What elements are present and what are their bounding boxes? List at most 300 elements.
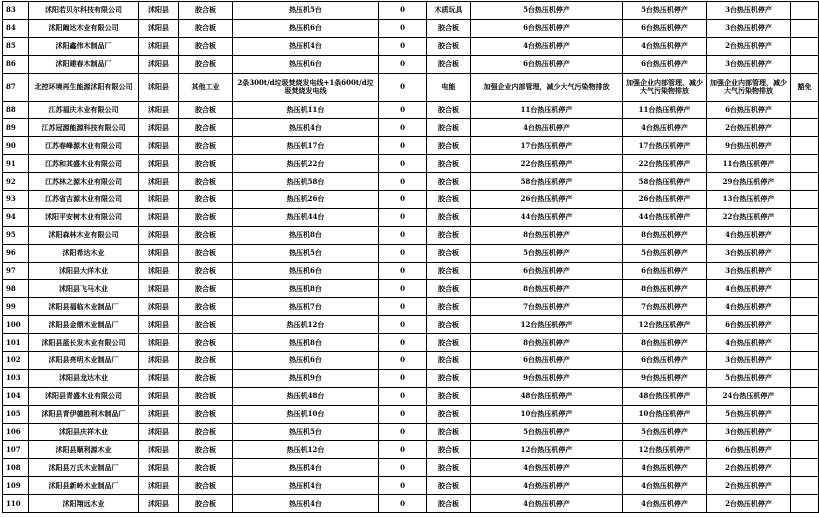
measure-yellow-cell: 5台热压机停产 (623, 2, 707, 20)
measure-yellow-cell: 22台热压机停产 (623, 155, 707, 173)
industry-cell: 胶合板 (179, 334, 233, 352)
measure-yellow-cell: 12台热压机停产 (623, 441, 707, 459)
emission-value-cell: 0 (379, 73, 427, 101)
facility-cell: 热压机11台 (233, 101, 379, 119)
facility-cell: 热压机6台 (233, 262, 379, 280)
emission-value-cell: 0 (379, 2, 427, 20)
note-cell (791, 495, 819, 513)
county-cell: 沭阳县 (139, 262, 179, 280)
measure-orange-cell: 8台热压机停产 (471, 334, 623, 352)
measure-orange-cell: 22台热压机停产 (471, 155, 623, 173)
emission-value-cell: 0 (379, 37, 427, 55)
table-row (3, 55, 819, 73)
note-cell (791, 477, 819, 495)
measure-orange-cell: 4台热压机停产 (471, 37, 623, 55)
measure-orange-cell: 6台热压机停产 (471, 19, 623, 37)
emission-value-cell: 0 (379, 316, 427, 334)
row-number-cell: 93 (3, 191, 29, 209)
measure-orange-cell: 4台热压机停产 (471, 495, 623, 513)
company-name-cell: 沭阳阚达木业有限公司 (29, 19, 139, 37)
measure-orange-cell: 4台热压机停产 (471, 459, 623, 477)
facility-cell: 热压机8台 (233, 334, 379, 352)
table-row (3, 137, 819, 155)
company-name-cell: 沭阳县青伊德胜利木制品厂 (29, 405, 139, 423)
facility-cell: 热压机4台 (233, 477, 379, 495)
industry-cell: 胶合板 (179, 101, 233, 119)
table-row (3, 405, 819, 423)
row-number-cell: 105 (3, 405, 29, 423)
measure-blue-cell: 13台热压机停产 (707, 191, 791, 209)
facility-cell: 热压机5台 (233, 244, 379, 262)
measure-orange-cell: 4台热压机停产 (471, 119, 623, 137)
measure-yellow-cell: 4台热压机停产 (623, 459, 707, 477)
county-cell: 沭阳县 (139, 37, 179, 55)
industry-cell: 胶合板 (179, 226, 233, 244)
county-cell: 沭阳县 (139, 73, 179, 101)
measure-orange-cell: 6台热压机停产 (471, 262, 623, 280)
product-cell: 胶合板 (427, 262, 471, 280)
facility-cell: 热压机26台 (233, 191, 379, 209)
product-cell: 胶合板 (427, 316, 471, 334)
measure-blue-cell: 5台热压机停产 (707, 369, 791, 387)
emission-value-cell: 0 (379, 226, 427, 244)
table-row (3, 173, 819, 191)
measure-blue-cell: 3台热压机停产 (707, 262, 791, 280)
product-cell: 胶合板 (427, 387, 471, 405)
table-row (3, 477, 819, 495)
facility-cell: 热压机6台 (233, 55, 379, 73)
measure-yellow-cell: 5台热压机停产 (623, 244, 707, 262)
table-row (3, 387, 819, 405)
facility-cell: 热压机22台 (233, 155, 379, 173)
company-name-cell: 沭阳县金鼎木业制品厂 (29, 316, 139, 334)
measure-orange-cell: 12台热压机停产 (471, 441, 623, 459)
measure-orange-cell: 58台热压机停产 (471, 173, 623, 191)
product-cell: 电能 (427, 73, 471, 101)
facility-cell: 热压机5台 (233, 423, 379, 441)
measure-orange-cell: 9台热压机停产 (471, 369, 623, 387)
county-cell: 沭阳县 (139, 387, 179, 405)
company-name-cell: 沭阳建春木制品厂 (29, 55, 139, 73)
county-cell: 沭阳县 (139, 55, 179, 73)
table-row (3, 101, 819, 119)
county-cell: 沭阳县 (139, 280, 179, 298)
measure-orange-cell: 44台热压机停产 (471, 208, 623, 226)
facility-cell: 热压机8台 (233, 280, 379, 298)
row-number-cell: 102 (3, 352, 29, 370)
company-name-cell: 沭阳县大洋木业 (29, 262, 139, 280)
emission-value-cell: 0 (379, 262, 427, 280)
measure-yellow-cell: 7台热压机停产 (623, 298, 707, 316)
emission-value-cell: 0 (379, 244, 427, 262)
measure-yellow-cell: 12台热压机停产 (623, 316, 707, 334)
county-cell: 沭阳县 (139, 423, 179, 441)
row-number-cell: 92 (3, 173, 29, 191)
measure-orange-cell: 8台热压机停产 (471, 280, 623, 298)
industry-cell: 胶合板 (179, 137, 233, 155)
table-row (3, 119, 819, 137)
row-number-cell: 103 (3, 369, 29, 387)
product-cell: 胶合板 (427, 191, 471, 209)
row-number-cell: 107 (3, 441, 29, 459)
measure-orange-cell: 6台热压机停产 (471, 352, 623, 370)
measure-blue-cell: 3台热压机停产 (707, 55, 791, 73)
emission-value-cell: 0 (379, 441, 427, 459)
table-row (3, 316, 819, 334)
facility-cell: 热压机4台 (233, 495, 379, 513)
emission-value-cell: 0 (379, 173, 427, 191)
industry-cell: 胶合板 (179, 55, 233, 73)
note-cell (791, 226, 819, 244)
county-cell: 沭阳县 (139, 441, 179, 459)
company-name-cell: 沭阳县福临木业制品厂 (29, 298, 139, 316)
industry-cell: 胶合板 (179, 369, 233, 387)
facility-cell: 热压机44台 (233, 208, 379, 226)
measure-orange-cell: 5台热压机停产 (471, 2, 623, 20)
industry-cell: 胶合板 (179, 19, 233, 37)
measure-orange-cell: 11台热压机停产 (471, 101, 623, 119)
company-name-cell: 沭阳平安树木业有限公司 (29, 208, 139, 226)
emission-value-cell: 0 (379, 352, 427, 370)
county-cell: 沭阳县 (139, 101, 179, 119)
product-cell: 胶合板 (427, 423, 471, 441)
note-cell (791, 352, 819, 370)
emission-value-cell: 0 (379, 369, 427, 387)
note-cell: 豁免 (791, 73, 819, 101)
facility-cell: 热压机6台 (233, 352, 379, 370)
facility-cell: 热压机58台 (233, 173, 379, 191)
measure-blue-cell: 2台热压机停产 (707, 37, 791, 55)
measure-orange-cell: 17台热压机停产 (471, 137, 623, 155)
industry-cell: 胶合板 (179, 208, 233, 226)
note-cell (791, 262, 819, 280)
note-cell (791, 37, 819, 55)
table-row (3, 298, 819, 316)
county-cell: 沭阳县 (139, 155, 179, 173)
product-cell: 胶合板 (427, 119, 471, 137)
industry-cell: 胶合板 (179, 244, 233, 262)
company-name-cell: 沭阳县新岭木业制品厂 (29, 477, 139, 495)
product-cell: 胶合板 (427, 495, 471, 513)
industry-cell: 胶合板 (179, 119, 233, 137)
county-cell: 沭阳县 (139, 405, 179, 423)
measure-blue-cell: 2台热压机停产 (707, 459, 791, 477)
row-number-cell: 88 (3, 101, 29, 119)
emission-value-cell: 0 (379, 208, 427, 226)
company-name-cell: 沭阳县万氏木业制品厂 (29, 459, 139, 477)
emission-value-cell: 0 (379, 137, 427, 155)
measure-yellow-cell: 17台热压机停产 (623, 137, 707, 155)
measure-yellow-cell: 6台热压机停产 (623, 55, 707, 73)
product-cell: 胶合板 (427, 459, 471, 477)
company-name-cell: 沭阳翔远木业 (29, 495, 139, 513)
company-name-cell: 沭阳县龙达木业 (29, 369, 139, 387)
measure-orange-cell: 7台热压机停产 (471, 298, 623, 316)
product-cell: 胶合板 (427, 226, 471, 244)
facility-cell: 2条300t/d垃圾焚烧发电线+1条600t/d垃圾焚烧发电线 (233, 73, 379, 101)
note-cell (791, 459, 819, 477)
row-number-cell: 85 (3, 37, 29, 55)
table-row (3, 37, 819, 55)
measure-yellow-cell: 48台热压机停产 (623, 387, 707, 405)
measure-orange-cell: 12台热压机停产 (471, 316, 623, 334)
industry-cell: 胶合板 (179, 459, 233, 477)
industry-cell: 胶合板 (179, 298, 233, 316)
company-name-cell: 北控环境再生能源沭阳有限公司 (29, 73, 139, 101)
measure-blue-cell: 3台热压机停产 (707, 423, 791, 441)
emission-value-cell: 0 (379, 334, 427, 352)
product-cell: 胶合板 (427, 441, 471, 459)
industry-cell: 胶合板 (179, 155, 233, 173)
product-cell: 胶合板 (427, 280, 471, 298)
note-cell (791, 191, 819, 209)
measure-blue-cell: 3台热压机停产 (707, 352, 791, 370)
company-name-cell: 沭阳若贝尔科技有限公司 (29, 2, 139, 20)
facility-cell: 热压机4台 (233, 119, 379, 137)
row-number-cell: 109 (3, 477, 29, 495)
facility-cell: 热压机10台 (233, 405, 379, 423)
measure-yellow-cell: 8台热压机停产 (623, 226, 707, 244)
facility-cell: 热压机6台 (233, 19, 379, 37)
row-number-cell: 104 (3, 387, 29, 405)
measure-orange-cell: 10台热压机停产 (471, 405, 623, 423)
note-cell (791, 441, 819, 459)
measure-yellow-cell: 5台热压机停产 (623, 423, 707, 441)
note-cell (791, 208, 819, 226)
measure-blue-cell: 6台热压机停产 (707, 441, 791, 459)
product-cell: 胶合板 (427, 298, 471, 316)
product-cell: 胶合板 (427, 244, 471, 262)
facility-cell: 热压机12台 (233, 441, 379, 459)
measure-orange-cell: 4台热压机停产 (471, 477, 623, 495)
county-cell: 沭阳县 (139, 459, 179, 477)
measure-blue-cell: 3台热压机停产 (707, 19, 791, 37)
note-cell (791, 55, 819, 73)
emission-value-cell: 0 (379, 280, 427, 298)
row-number-cell: 84 (3, 19, 29, 37)
measure-yellow-cell: 11台热压机停产 (623, 101, 707, 119)
row-number-cell: 97 (3, 262, 29, 280)
note-cell (791, 280, 819, 298)
emission-value-cell: 0 (379, 101, 427, 119)
note-cell (791, 298, 819, 316)
measure-blue-cell: 加强企业内部管理，减少大气污染物排放 (707, 73, 791, 101)
row-number-cell: 91 (3, 155, 29, 173)
company-name-cell: 江苏冠源能源科技有限公司 (29, 119, 139, 137)
measure-yellow-cell: 加强企业内部管理，减少大气污染物排放 (623, 73, 707, 101)
measure-blue-cell: 2台热压机停产 (707, 477, 791, 495)
measure-blue-cell: 5台热压机停产 (707, 405, 791, 423)
product-cell: 胶合板 (427, 173, 471, 191)
emission-value-cell: 0 (379, 405, 427, 423)
measure-yellow-cell: 4台热压机停产 (623, 119, 707, 137)
note-cell (791, 334, 819, 352)
product-cell: 木质玩具 (427, 2, 471, 20)
table-row (3, 495, 819, 513)
emission-value-cell: 0 (379, 495, 427, 513)
table-row (3, 73, 819, 101)
company-name-cell: 沭阳县亮明木业制品厂 (29, 352, 139, 370)
table-row (3, 191, 819, 209)
facility-cell: 热压机9台 (233, 369, 379, 387)
county-cell: 沭阳县 (139, 19, 179, 37)
company-name-cell: 江苏春峰源木业有限公司 (29, 137, 139, 155)
county-cell: 沭阳县 (139, 316, 179, 334)
measure-yellow-cell: 26台热压机停产 (623, 191, 707, 209)
row-number-cell: 110 (3, 495, 29, 513)
note-cell (791, 155, 819, 173)
measure-blue-cell: 11台热压机停产 (707, 155, 791, 173)
company-name-cell: 沭阳希达木业 (29, 244, 139, 262)
county-cell: 沭阳县 (139, 369, 179, 387)
row-number-cell: 95 (3, 226, 29, 244)
industry-cell: 其他工业 (179, 73, 233, 101)
company-name-cell: 江苏林之源木业有限公司 (29, 173, 139, 191)
product-cell: 胶合板 (427, 137, 471, 155)
note-cell (791, 405, 819, 423)
industry-cell: 胶合板 (179, 37, 233, 55)
measure-yellow-cell: 8台热压机停产 (623, 280, 707, 298)
row-number-cell: 86 (3, 55, 29, 73)
measure-blue-cell: 2台热压机停产 (707, 119, 791, 137)
facility-cell: 热压机8台 (233, 226, 379, 244)
emission-value-cell: 0 (379, 387, 427, 405)
table-body (3, 2, 819, 513)
product-cell: 胶合板 (427, 477, 471, 495)
row-number-cell: 94 (3, 208, 29, 226)
measure-yellow-cell: 8台热压机停产 (623, 334, 707, 352)
industry-cell: 胶合板 (179, 441, 233, 459)
measure-orange-cell: 5台热压机停产 (471, 423, 623, 441)
measure-blue-cell: 4台热压机停产 (707, 298, 791, 316)
county-cell: 沭阳县 (139, 352, 179, 370)
company-name-cell: 沭阳县蓝长发木业有限公司 (29, 334, 139, 352)
county-cell: 沭阳县 (139, 334, 179, 352)
measure-yellow-cell: 4台热压机停产 (623, 495, 707, 513)
county-cell: 沭阳县 (139, 191, 179, 209)
measure-blue-cell: 6台热压机停产 (707, 101, 791, 119)
row-number-cell: 101 (3, 334, 29, 352)
measure-blue-cell: 24台热压机停产 (707, 387, 791, 405)
row-number-cell: 96 (3, 244, 29, 262)
product-cell: 胶合板 (427, 37, 471, 55)
product-cell: 胶合板 (427, 101, 471, 119)
emission-value-cell: 0 (379, 477, 427, 495)
measure-blue-cell: 4台热压机停产 (707, 280, 791, 298)
measure-blue-cell: 2台热压机停产 (707, 495, 791, 513)
industry-cell: 胶合板 (179, 352, 233, 370)
company-name-cell: 江苏和其盛木业有限公司 (29, 155, 139, 173)
row-number-cell: 106 (3, 423, 29, 441)
row-number-cell: 87 (3, 73, 29, 101)
product-cell: 胶合板 (427, 405, 471, 423)
facility-cell: 热压机4台 (233, 459, 379, 477)
emission-value-cell: 0 (379, 423, 427, 441)
row-number-cell: 99 (3, 298, 29, 316)
note-cell (791, 119, 819, 137)
company-name-cell: 沭阳鑫伟木制品厂 (29, 37, 139, 55)
table-row (3, 262, 819, 280)
industry-cell: 胶合板 (179, 2, 233, 20)
emission-value-cell: 0 (379, 55, 427, 73)
row-number-cell: 83 (3, 2, 29, 20)
row-number-cell: 89 (3, 119, 29, 137)
row-number-cell: 108 (3, 459, 29, 477)
industry-cell: 胶合板 (179, 477, 233, 495)
measure-orange-cell: 48台热压机停产 (471, 387, 623, 405)
note-cell (791, 387, 819, 405)
note-cell (791, 2, 819, 20)
table-row (3, 423, 819, 441)
county-cell: 沭阳县 (139, 119, 179, 137)
industry-cell: 胶合板 (179, 280, 233, 298)
industry-cell: 胶合板 (179, 262, 233, 280)
measure-blue-cell: 4台热压机停产 (707, 226, 791, 244)
industry-cell: 胶合板 (179, 495, 233, 513)
company-name-cell: 沭阳县顺利源木业 (29, 441, 139, 459)
product-cell: 胶合板 (427, 19, 471, 37)
note-cell (791, 316, 819, 334)
measure-yellow-cell: 6台热压机停产 (623, 19, 707, 37)
row-number-cell: 100 (3, 316, 29, 334)
measure-orange-cell: 6台热压机停产 (471, 55, 623, 73)
row-number-cell: 98 (3, 280, 29, 298)
measure-blue-cell: 3台热压机停产 (707, 244, 791, 262)
table-row (3, 369, 819, 387)
company-name-cell: 沭阳森林木业有限公司 (29, 226, 139, 244)
row-number-cell: 90 (3, 137, 29, 155)
emission-value-cell: 0 (379, 119, 427, 137)
facility-cell: 热压机5台 (233, 2, 379, 20)
measure-yellow-cell: 44台热压机停产 (623, 208, 707, 226)
table-row (3, 441, 819, 459)
industry-cell: 胶合板 (179, 191, 233, 209)
measure-yellow-cell: 10台热压机停产 (623, 405, 707, 423)
measure-orange-cell: 加强企业内部管理，减少大气污染物排放 (471, 73, 623, 101)
note-cell (791, 244, 819, 262)
emission-value-cell: 0 (379, 155, 427, 173)
measure-blue-cell: 29台热压机停产 (707, 173, 791, 191)
table-row (3, 459, 819, 477)
table-row (3, 244, 819, 262)
note-cell (791, 137, 819, 155)
measure-orange-cell: 26台热压机停产 (471, 191, 623, 209)
measure-orange-cell: 8台热压机停产 (471, 226, 623, 244)
emission-value-cell: 0 (379, 298, 427, 316)
emission-control-table (2, 1, 819, 513)
industry-cell: 胶合板 (179, 316, 233, 334)
county-cell: 沭阳县 (139, 477, 179, 495)
measure-blue-cell: 3台热压机停产 (707, 2, 791, 20)
measure-blue-cell: 6台热压机停产 (707, 316, 791, 334)
county-cell: 沭阳县 (139, 173, 179, 191)
product-cell: 胶合板 (427, 334, 471, 352)
product-cell: 胶合板 (427, 369, 471, 387)
facility-cell: 热压机4台 (233, 37, 379, 55)
measure-yellow-cell: 58台热压机停产 (623, 173, 707, 191)
emission-value-cell: 0 (379, 19, 427, 37)
measure-yellow-cell: 6台热压机停产 (623, 262, 707, 280)
note-cell (791, 19, 819, 37)
company-name-cell: 沭阳县飞马木业 (29, 280, 139, 298)
product-cell: 胶合板 (427, 55, 471, 73)
facility-cell: 热压机7台 (233, 298, 379, 316)
note-cell (791, 369, 819, 387)
measure-yellow-cell: 4台热压机停产 (623, 37, 707, 55)
measure-blue-cell: 4台热压机停产 (707, 334, 791, 352)
measure-orange-cell: 5台热压机停产 (471, 244, 623, 262)
county-cell: 沭阳县 (139, 137, 179, 155)
